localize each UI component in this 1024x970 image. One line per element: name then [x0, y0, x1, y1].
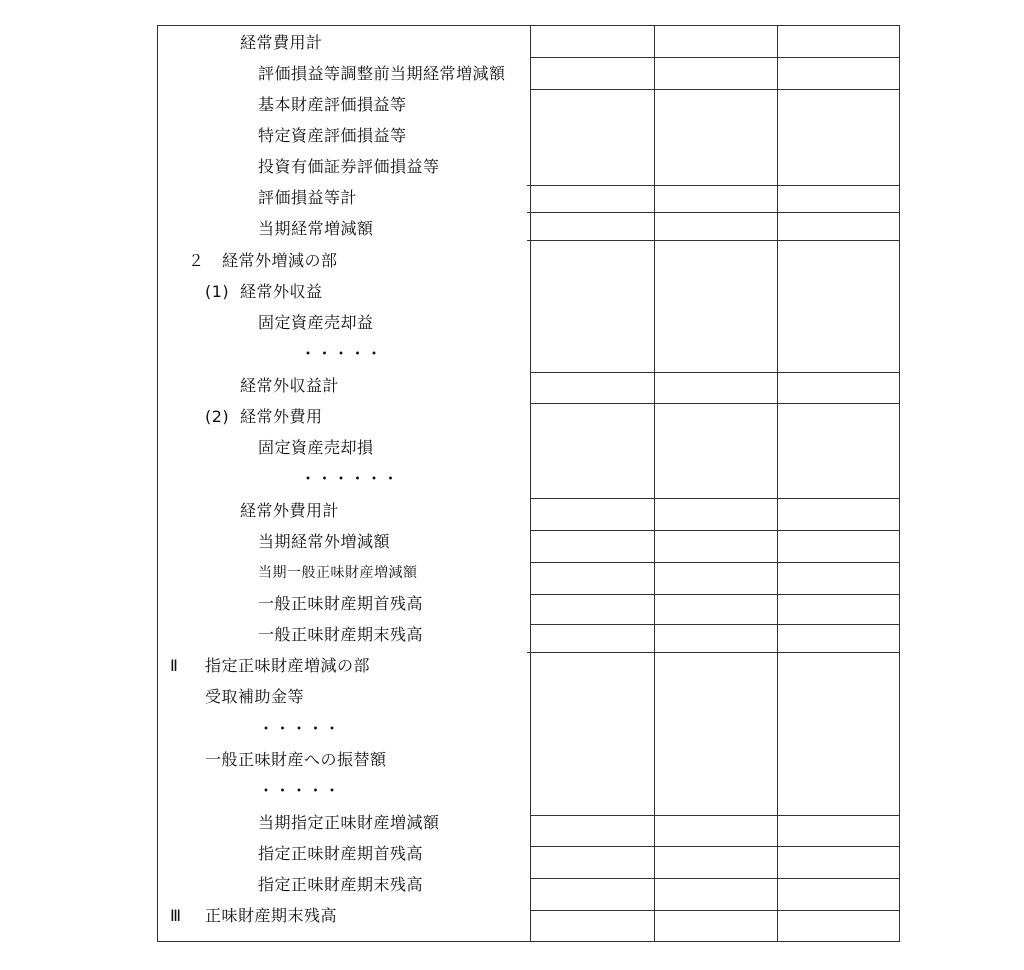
row-label: 当期一般正味財産増減額 — [258, 565, 418, 581]
row-divider — [530, 594, 900, 595]
row-number: (2) — [205, 407, 230, 426]
row-label: 投資有価証券評価損益等 — [258, 157, 440, 176]
row-label: 固定資産売却益 — [258, 313, 374, 332]
row-label: 当期経常外増減額 — [258, 532, 391, 551]
row-label: 経常外費用計 — [240, 501, 340, 520]
row-number: Ⅱ — [170, 656, 179, 675]
row-label: 一般正味財産への振替額 — [205, 750, 387, 769]
row-label: 固定資産売却損 — [258, 438, 374, 457]
row-divider — [530, 562, 900, 563]
row-divider — [530, 878, 900, 879]
row-label: 経常外収益計 — [240, 376, 340, 395]
row-label: 当期指定正味財産増減額 — [258, 813, 440, 832]
row-label: 評価損益等調整前当期経常増減額 — [258, 64, 506, 83]
row-divider — [527, 185, 900, 186]
row-divider — [530, 624, 900, 625]
row-label: 当期経常増減額 — [258, 219, 374, 238]
row-divider — [530, 498, 900, 499]
row-divider — [530, 403, 900, 404]
row-label: ・・・・・ — [258, 781, 341, 800]
column-divider — [530, 25, 531, 942]
row-divider — [530, 910, 900, 911]
row-label: ・・・・・・ — [300, 469, 400, 488]
row-label: ・・・・・ — [258, 719, 341, 738]
column-divider — [777, 25, 778, 942]
row-divider — [530, 372, 900, 373]
row-divider — [527, 652, 900, 653]
row-label: 基本財産評価損益等 — [258, 95, 407, 114]
row-number: (1) — [205, 282, 230, 301]
row-divider — [527, 240, 900, 241]
row-label: 指定正味財産期首残高 — [258, 844, 424, 863]
row-label: 一般正味財産期首残高 — [258, 594, 424, 613]
row-label: 経常費用計 — [240, 33, 323, 52]
row-divider — [530, 815, 900, 816]
row-label: 特定資産評価損益等 — [258, 126, 407, 145]
row-divider — [527, 212, 900, 213]
row-label: 経常外収益 — [240, 282, 323, 301]
row-label: 経常外費用 — [240, 407, 323, 426]
row-divider — [530, 57, 900, 58]
row-label: 指定正味財産増減の部 — [205, 656, 371, 675]
row-label: 経常外増減の部 — [222, 251, 338, 270]
row-divider — [530, 89, 900, 90]
row-number: ２ — [188, 251, 205, 270]
row-divider — [530, 846, 900, 847]
row-label: 正味財産期末残高 — [205, 906, 338, 925]
row-number: Ⅲ — [170, 906, 182, 925]
row-label: ・・・・・ — [300, 344, 383, 363]
column-divider — [654, 25, 655, 942]
row-divider — [530, 530, 900, 531]
row-label: 指定正味財産期末残高 — [258, 875, 424, 894]
row-label: 評価損益等計 — [258, 188, 358, 207]
row-label: 一般正味財産期末残高 — [258, 625, 424, 644]
row-label: 受取補助金等 — [205, 687, 305, 706]
